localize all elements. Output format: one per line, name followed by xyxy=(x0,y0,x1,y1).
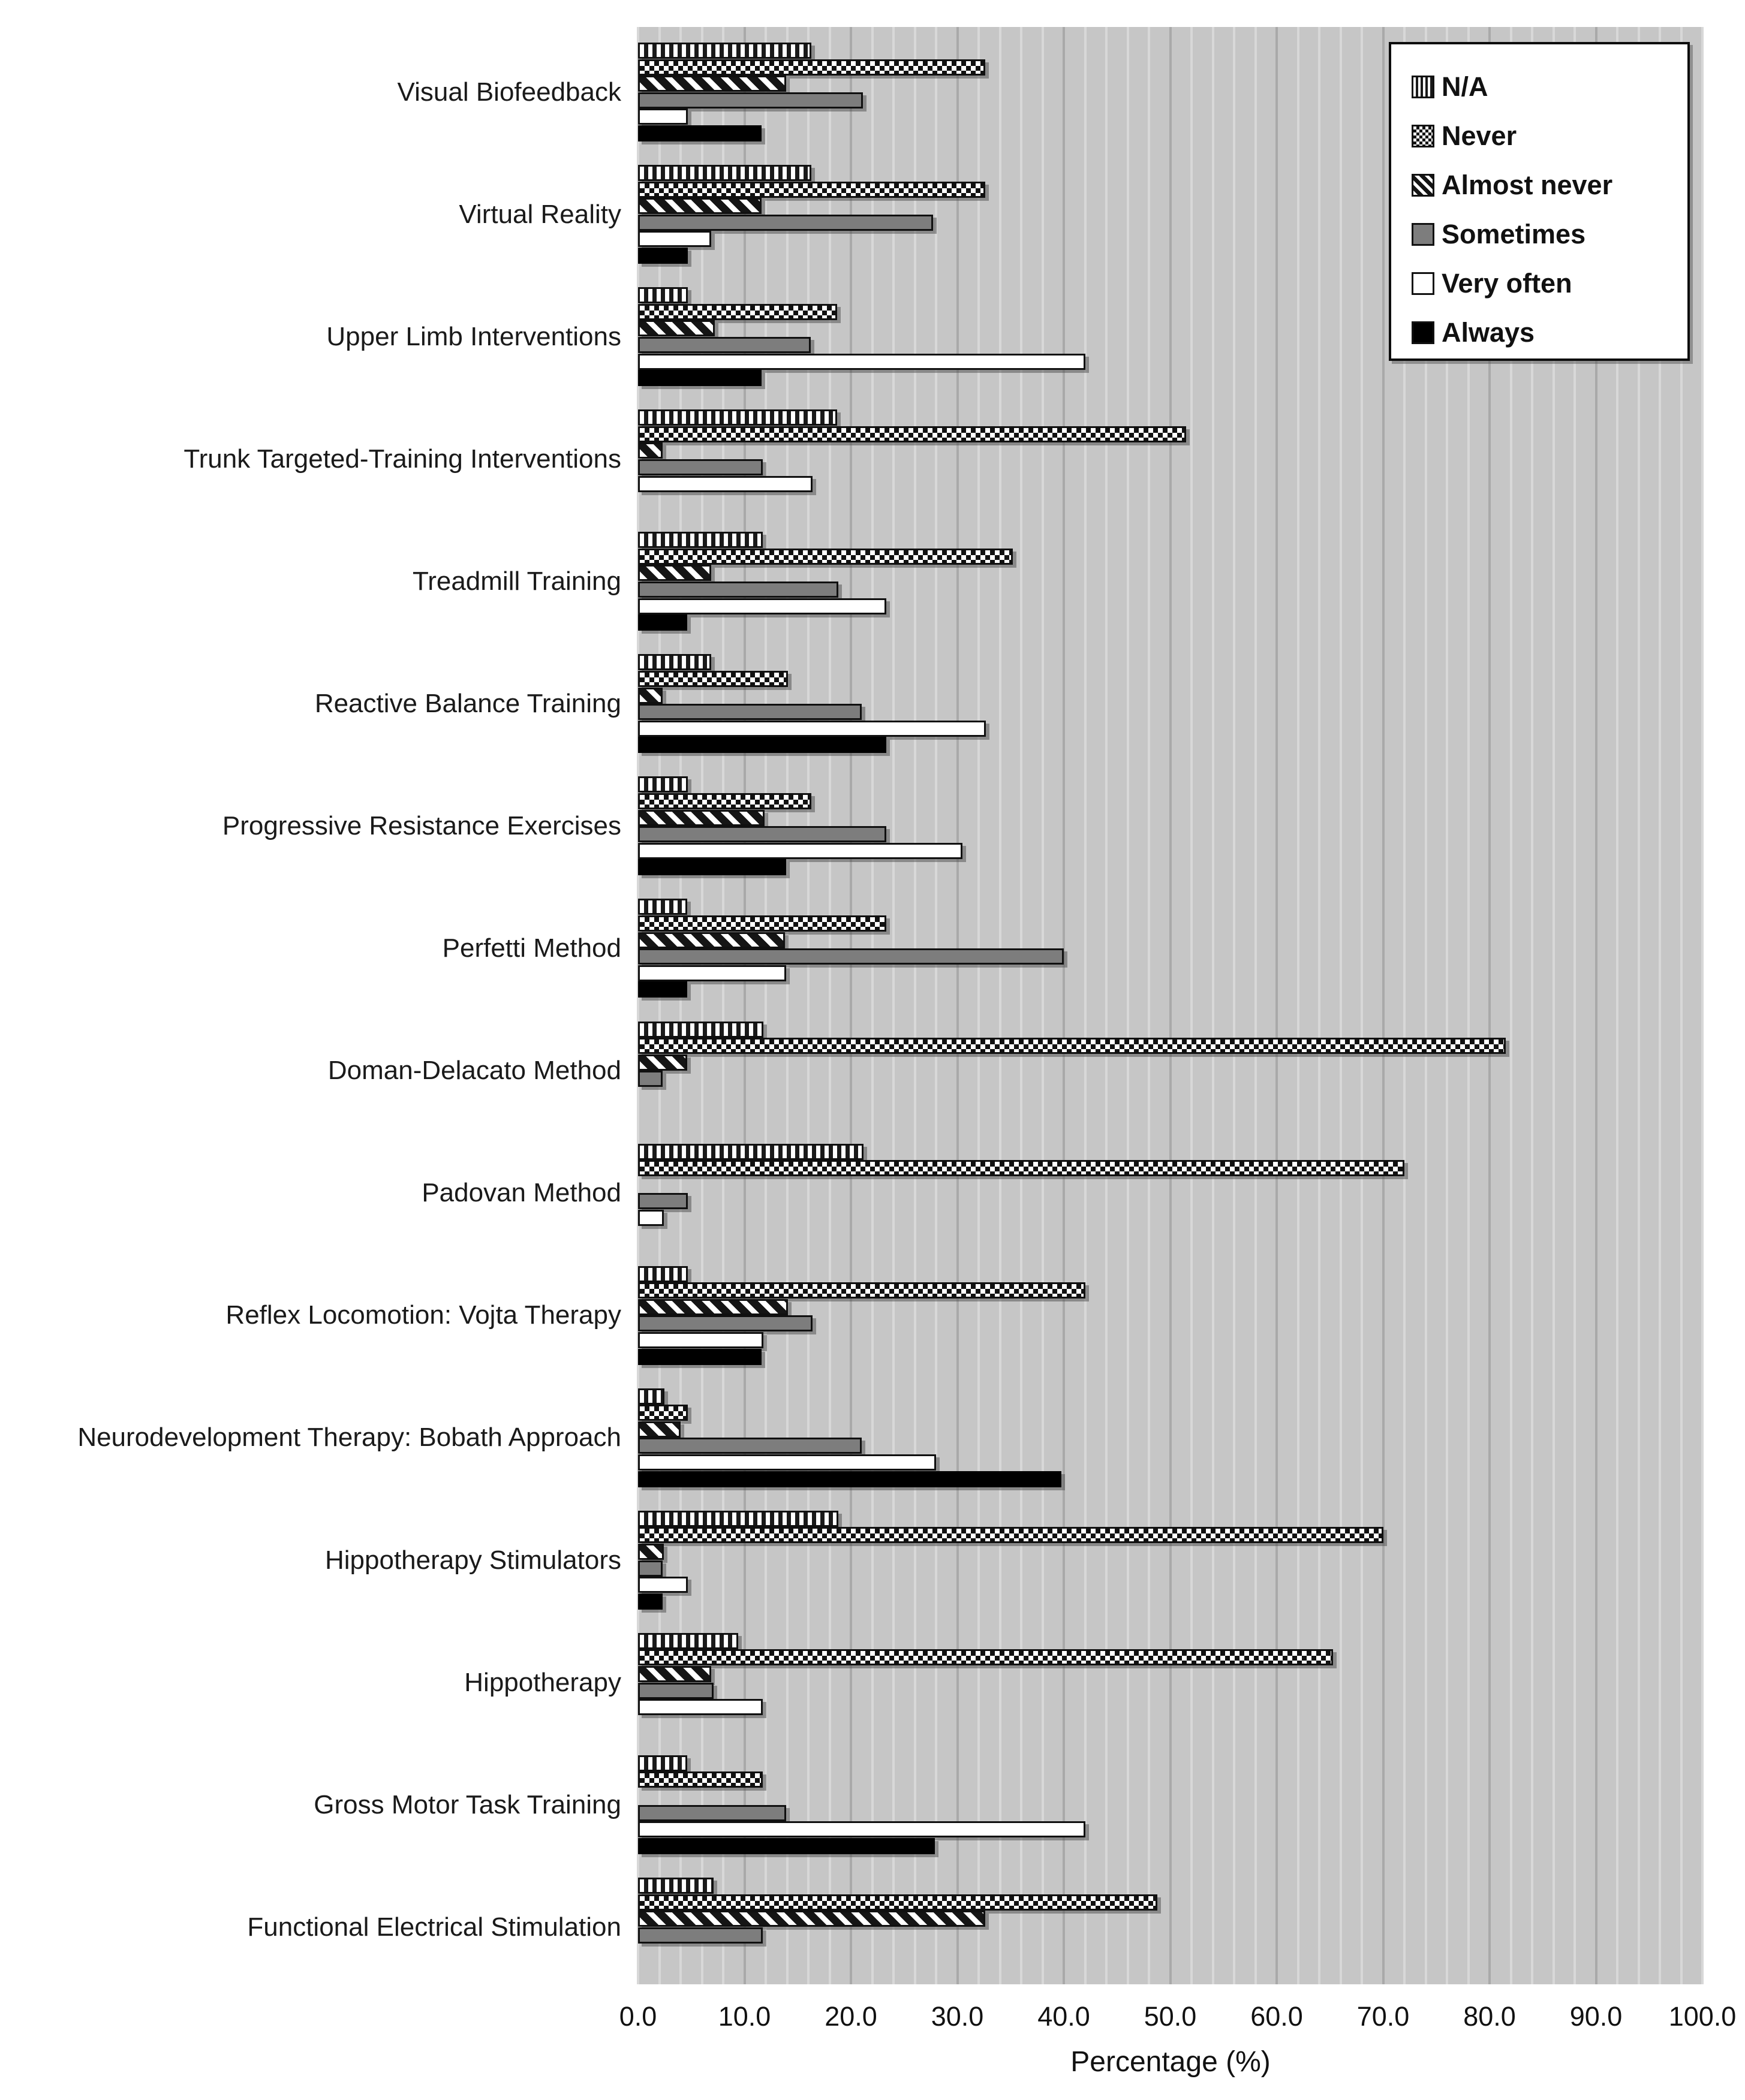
bar-almost-never xyxy=(638,442,663,459)
bar-never xyxy=(638,1894,1157,1911)
x-tick-label: 60.0 xyxy=(1250,2001,1303,2032)
x-tick-label: 20.0 xyxy=(825,2001,877,2032)
minor-gridline xyxy=(1361,27,1363,1984)
bar-always xyxy=(638,859,786,875)
bar-almost-never xyxy=(638,198,762,214)
minor-gridline xyxy=(807,27,810,1984)
bar-almost-never xyxy=(638,1054,687,1071)
bar-always xyxy=(638,1838,935,1854)
bar-very-often xyxy=(638,1210,664,1226)
bar-n-a xyxy=(638,532,763,548)
legend-label: Sometimes xyxy=(1442,219,1586,249)
bar-never xyxy=(638,1038,1506,1054)
bar-never xyxy=(638,426,1186,442)
category-label: Hippotherapy Stimulators xyxy=(324,1545,621,1575)
legend-swatch-diagonal-stripes-icon xyxy=(1412,174,1434,197)
bar-n-a xyxy=(638,165,811,181)
category-label: Trunk Targeted-Training Interventions xyxy=(183,444,621,474)
bar-never xyxy=(638,549,1013,565)
bar-very-often xyxy=(638,1332,763,1348)
legend-swatch-vertical-stripes-icon xyxy=(1412,76,1434,98)
bar-sometimes xyxy=(638,459,763,475)
x-tick-label: 70.0 xyxy=(1356,2001,1410,2032)
legend-item xyxy=(1412,308,1687,357)
bar-always xyxy=(638,614,687,631)
bar-always xyxy=(638,981,687,998)
minor-gridline xyxy=(1318,27,1320,1984)
bar-sometimes xyxy=(638,1071,663,1087)
minor-gridline xyxy=(1127,27,1129,1984)
bar-almost-never xyxy=(638,1911,985,1927)
legend xyxy=(1389,42,1690,361)
x-axis-title: Percentage (%) xyxy=(1070,2046,1271,2078)
category-label: Functional Electrical Stimulation xyxy=(247,1912,621,1942)
bar-very-often xyxy=(638,1699,763,1715)
legend-swatch-solid-icon xyxy=(1412,223,1434,246)
category-label: Perfetti Method xyxy=(442,933,621,963)
legend-label: Very often xyxy=(1442,268,1572,299)
bar-always xyxy=(638,370,762,386)
bar-very-often xyxy=(638,1454,936,1471)
x-tick-label: 0.0 xyxy=(619,2001,657,2032)
bar-n-a xyxy=(638,776,688,793)
legend-swatch-solid-icon xyxy=(1412,272,1434,295)
minor-gridline xyxy=(1340,27,1342,1984)
major-gridline xyxy=(850,27,852,1984)
category-label: Neurodevelopment Therapy: Bobath Approach xyxy=(77,1423,621,1453)
bar-almost-never xyxy=(638,1666,711,1682)
legend-label: Never xyxy=(1442,120,1517,151)
bar-n-a xyxy=(638,1144,864,1160)
bar-never xyxy=(638,793,811,809)
legend-swatch-solid-icon xyxy=(1412,321,1434,344)
bar-always xyxy=(638,1593,663,1610)
minor-gridline xyxy=(1148,27,1150,1984)
major-gridline xyxy=(1382,27,1385,1984)
bar-never xyxy=(638,182,985,198)
bar-very-often xyxy=(638,598,886,614)
bar-never xyxy=(638,671,788,687)
bar-almost-never xyxy=(638,320,715,336)
category-label: Hippotherapy xyxy=(464,1667,621,1697)
minor-gridline xyxy=(1105,27,1108,1984)
bar-never xyxy=(638,1527,1383,1543)
minor-gridline xyxy=(1190,27,1193,1984)
major-gridline xyxy=(1275,27,1278,1984)
bar-n-a xyxy=(638,899,687,915)
legend-item xyxy=(1412,259,1687,308)
minor-gridline xyxy=(871,27,874,1984)
bar-always xyxy=(638,125,762,141)
minor-gridline xyxy=(829,27,831,1984)
bar-n-a xyxy=(638,43,811,59)
x-tick-label: 80.0 xyxy=(1463,2001,1516,2032)
minor-gridline xyxy=(1042,27,1044,1984)
minor-gridline xyxy=(1297,27,1299,1984)
bar-n-a xyxy=(638,1633,738,1649)
category-label: Upper Limb Interventions xyxy=(326,321,621,351)
legend-label: N/A xyxy=(1442,71,1488,102)
bar-almost-never xyxy=(638,1421,681,1438)
category-label: Treadmill Training xyxy=(412,567,621,596)
bar-n-a xyxy=(638,1755,687,1771)
legend-label: Always xyxy=(1442,317,1535,348)
bar-almost-never xyxy=(638,688,663,704)
bar-sometimes xyxy=(638,337,811,353)
bar-sometimes xyxy=(638,215,933,231)
bar-sometimes xyxy=(638,948,1064,965)
bar-very-often xyxy=(638,721,986,737)
bar-very-often xyxy=(638,843,962,859)
x-tick-label: 100.0 xyxy=(1668,2001,1737,2032)
bar-sometimes xyxy=(638,1560,663,1577)
x-tick-label: 10.0 xyxy=(718,2001,771,2032)
bar-very-often xyxy=(638,476,813,492)
major-gridline xyxy=(956,27,959,1984)
legend-item xyxy=(1412,62,1687,112)
bar-n-a xyxy=(638,1511,838,1527)
bar-always xyxy=(638,1349,762,1365)
bar-almost-never xyxy=(638,810,765,826)
bar-sometimes xyxy=(638,1683,714,1699)
bar-never xyxy=(638,59,985,76)
bar-never xyxy=(638,1160,1404,1176)
legend-swatch-checkerboard-icon xyxy=(1412,125,1434,147)
bar-sometimes xyxy=(638,826,886,842)
bar-n-a xyxy=(638,1022,763,1038)
bar-always xyxy=(638,248,688,264)
minor-gridline xyxy=(1701,27,1704,1984)
minor-gridline xyxy=(1233,27,1235,1984)
minor-gridline xyxy=(765,27,767,1984)
bar-sometimes xyxy=(638,704,862,720)
minor-gridline xyxy=(914,27,916,1984)
bar-very-often xyxy=(638,231,711,247)
minor-gridline xyxy=(722,27,724,1984)
x-tick-label: 50.0 xyxy=(1144,2001,1197,2032)
minor-gridline xyxy=(977,27,980,1984)
bar-never xyxy=(638,1771,763,1788)
bar-n-a xyxy=(638,409,837,426)
bar-never xyxy=(638,915,886,932)
category-label: Reflex Locomotion: Vojta Therapy xyxy=(225,1300,621,1330)
category-label: Reactive Balance Training xyxy=(314,689,621,719)
bar-almost-never xyxy=(638,932,785,948)
bar-always xyxy=(638,737,886,753)
category-label: Gross Motor Task Training xyxy=(314,1789,621,1819)
minor-gridline xyxy=(786,27,789,1984)
bar-almost-never xyxy=(638,76,786,92)
category-label: Progressive Resistance Exercises xyxy=(222,811,621,841)
bar-sometimes xyxy=(638,1438,862,1454)
category-label: Padovan Method xyxy=(422,1178,621,1208)
bar-n-a xyxy=(638,287,688,303)
category-label: Doman-Delacato Method xyxy=(327,1056,621,1086)
bar-never xyxy=(638,1282,1085,1298)
bar-n-a xyxy=(638,1266,688,1282)
major-gridline xyxy=(744,27,746,1984)
major-gridline xyxy=(1063,27,1065,1984)
bar-sometimes xyxy=(638,582,838,598)
bar-n-a xyxy=(638,654,711,670)
legend-item xyxy=(1412,112,1687,161)
minor-gridline xyxy=(999,27,1001,1984)
minor-gridline xyxy=(1254,27,1257,1984)
minor-gridline xyxy=(1084,27,1087,1984)
category-label: Virtual Reality xyxy=(459,199,621,229)
bar-n-a xyxy=(638,1878,714,1894)
bar-always xyxy=(638,1471,1061,1487)
major-gridline xyxy=(1169,27,1172,1984)
bar-almost-never xyxy=(638,1299,788,1315)
x-tick-label: 90.0 xyxy=(1569,2001,1623,2032)
bar-n-a xyxy=(638,1388,664,1405)
legend-item xyxy=(1412,161,1687,210)
bar-very-often xyxy=(638,109,688,125)
minor-gridline xyxy=(1020,27,1022,1984)
x-tick-label: 30.0 xyxy=(931,2001,984,2032)
bar-very-often xyxy=(638,965,786,981)
bar-never xyxy=(638,1405,688,1421)
bar-very-often xyxy=(638,1821,1085,1837)
legend-item xyxy=(1412,210,1687,259)
bar-never xyxy=(638,1649,1333,1665)
bar-sometimes xyxy=(638,1805,786,1821)
bar-sometimes xyxy=(638,1927,763,1944)
x-tick-label: 40.0 xyxy=(1037,2001,1090,2032)
legend-label: Almost never xyxy=(1442,170,1613,200)
bar-sometimes xyxy=(638,1193,688,1209)
category-label: Visual Biofeedback xyxy=(397,77,621,107)
minor-gridline xyxy=(1212,27,1214,1984)
bar-never xyxy=(638,304,837,320)
bar-sometimes xyxy=(638,92,863,109)
bar-almost-never xyxy=(638,565,711,581)
bar-very-often xyxy=(638,354,1085,370)
bar-sometimes xyxy=(638,1315,813,1331)
minor-gridline xyxy=(935,27,937,1984)
bar-very-often xyxy=(638,1577,688,1593)
minor-gridline xyxy=(892,27,895,1984)
bar-almost-never xyxy=(638,1544,664,1560)
